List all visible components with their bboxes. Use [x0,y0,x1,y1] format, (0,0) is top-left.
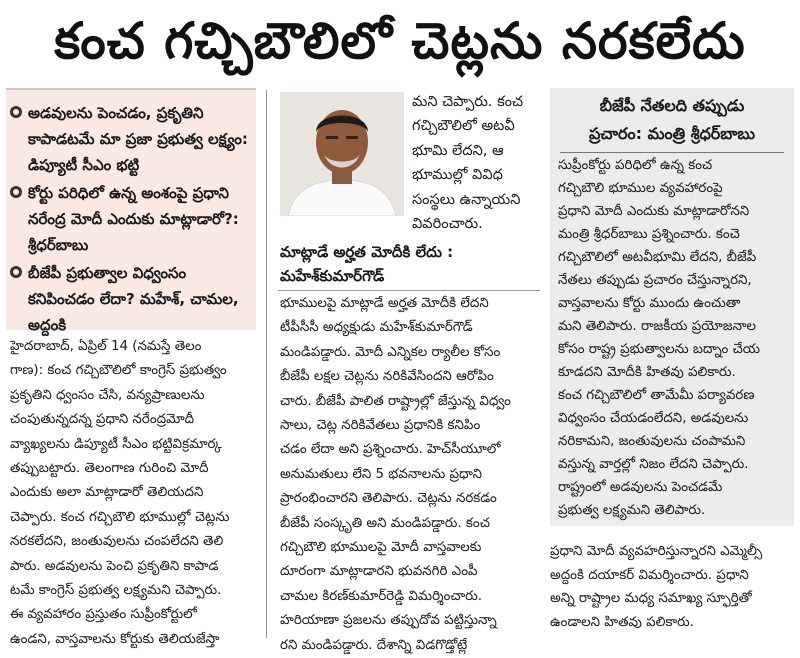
bullet-icon [10,186,22,198]
body-line: గచ్చిబౌలి భూములపై మోదీ వాస్తవాలకు [280,540,482,556]
body-line: చడం లేదా అని ప్రశ్నించారు. హెచ్‌సీయూలో [280,442,501,458]
body-line: టీపీసీసీ అధ్యక్షుడు మహేశ్‌కుమార్‌గౌడ్ [280,320,473,336]
body-line: రని మండిపడ్డారు. దేశాన్ని విడగొడ్తోట్లే [280,637,468,653]
body-line: సంస్థలు ఉన్నాయని [412,191,521,208]
highlight-text: కోర్టు పరిధిలో ఉన్న అంశంపై ప్రధాని నరేంద్ర మోదీ ఎందుకు మాట్లాడారో?: శ్రీధర్‌బాబు [28,184,239,254]
highlight-item [6,92,256,178]
article-column-4-bottom [550,540,796,634]
body-line: చారు. బీజేపీ పాలిత రాష్ట్రాల్లో జేస్తున్న విధ్వం [280,393,511,409]
body-line: ప్రధాని మోదీ వ్యవహరిస్తున్నారని ఎమ్మెల్సీ [550,544,763,559]
body-line: ప్రారంభించారని తెలిపారు. చెట్లను నరకడం [280,491,497,507]
body-line: సుప్రీంకోర్టు పరిధిలో ఉన్న కంచ [558,158,713,173]
body-line: అన్ని రాష్ట్రాల మధ్య సమాఖ్య స్ఫూర్తితో [550,591,752,606]
body-line: మని చెప్పారు. కంచ [412,94,524,110]
subheading-line: మహేశ్‌కుమార్‌గౌడ్ [280,267,385,285]
body-line: చెప్పారు. కంచ గచ్చిబౌలి భూముల్లో చెట్లను [10,509,230,525]
body-line: గాణ): కంచ గచ్చిబౌలిలో కాంగ్రెస్ ప్రభుత్వం [10,363,227,379]
subheading-line: మాట్లాడే అర్హత మోదీకి లేదు : [280,243,454,261]
body-line: ప్రధాని మోదీ ఎందుకు మాట్లాడారోనని [558,204,750,219]
body-line: సాలు, చెట్ల నరికివేతలు ప్రధానికి కనిపిం [280,418,481,434]
subheading-rule [278,290,540,291]
body-line: చామల కిరణ్‌కుమార్‌రెడ్డి విమర్శించారు. [280,588,482,604]
sidebar-title-line: ప్రచారం: మంత్రి శ్రీధర్‌బాబు [589,124,755,143]
body-line: ప్రకృతిని ధ్వంసం చేసి, వన్యప్రాణులను [10,387,205,403]
body-line: వ్యాఖ్యలను డిప్యూటీ సీఎం భట్టివిక్రమార్క [10,436,222,452]
article-column-2-top [412,90,542,236]
body-line: ఉండాలని హితవు పలికారు. [550,614,694,630]
sidebar-title-rule [560,152,784,153]
person-silhouette-icon [280,92,404,216]
body-line: నరికామని, జంతువులను చంపామని [558,434,746,449]
body-line: మని తెలిపారు. రాజకీయ ప్రయోజనాల [558,319,756,334]
body-line: భూముల్లో వివిధ [412,167,503,184]
article-column-1 [10,335,258,652]
body-line: విధ్వంసం చేయడంలేదని, అడవులను [558,411,749,426]
bullet-icon [10,106,22,118]
body-line: అద్దంకి దయాకర్ విమర్శించారు. ప్రధాని [550,567,749,583]
article-column-2 [280,292,542,658]
body-line: తప్పుబట్టారు. తెలంగాణ గురించి మోదీ [10,461,209,477]
highlight-text: బీజేపీ ప్రభుత్వాల విధ్వంసం కనిపించడం లేదా? మహేశ్, చామల, అద్దంకి [28,264,239,334]
body-line: గచ్చిబౌలిలో అటవీ [412,118,515,135]
body-line: ఈ వ్యవహారం ప్రస్తుతం సుప్రీంకోర్టులో [10,607,197,623]
body-line: హరియాణా ప్రజలను తప్పుదోవ పట్టిస్తున్నా [280,613,497,629]
body-line: టమే కాంగ్రెస్ ప్రభుత్వ లక్ష్యమని చెప్పారు. [10,583,222,599]
highlight-item [6,180,256,258]
body-line: చంపుతున్నదన్న ప్రధాని నరేంద్రమోదీ [10,412,195,428]
sidebar-body [558,154,790,522]
body-line: దూరంగా మాట్లాడారని భువనగిరి ఎంపీ [280,564,478,580]
body-line: కంచ గచ్చిబౌలిలో తామేమీ పర్యావరణ [558,388,755,403]
body-line: మండిపడ్డారు. మోదీ ఎన్నికల ర్యాలీల కోసం [280,344,501,360]
body-line: వివరించారు. [412,216,483,233]
body-line: రాష్ట్రంలో అడవులను పెంచడమే [558,480,723,495]
sidebar-title [550,92,794,148]
body-line: గచ్చిబౌలిలో అటవీభూమి లేదని, బీజేపీ [558,250,757,265]
column-divider [266,90,267,638]
body-line: వాస్తవాలను కోర్టు ముందు ఉంచుతా [558,296,741,311]
highlight-item [6,260,256,338]
body-line: మంత్రి శ్రీధర్‌బాబు ప్రశ్నించారు. కంచె [558,227,740,242]
highlights-box [6,88,256,334]
body-line: ఎందుకు అలా మాట్లాడారో తెలియదని [10,485,204,501]
body-line: భూమి లేదని, ఆ [412,142,504,159]
body-line: గచ్చిబౌలి భూముల వ్యవహారంపై [558,181,723,196]
person-photo [280,92,404,216]
body-line: నేతలు తప్పుడు ప్రచారం చేస్తున్నారని, [558,273,752,288]
body-line: పారు. అడవులను పెంచి ప్రకృతిని కాపాడ [10,558,219,574]
body-line: ఉండని, వాస్తవాలను కోర్టుకు తెలియజేస్తా [10,631,220,647]
highlight-text: అడవులను పెంచడం, ప్రకృతిని కాపాడటమే మా ప్రజా ప్రభుత్వ లక్ష్యం: డిప్యూటీ సీఎం భట్టి [28,104,248,174]
sidebar-title-line: బీజేపీ నేతలది తప్పుడు [599,96,745,115]
body-line: హైదరాబాద్, ఏప్రిల్ 14 (నమస్తే తెలం [10,339,202,354]
body-line: కోసం రాష్ట్ర ప్రభుత్వాలను బద్నాం చేయ [558,342,761,357]
body-line: నరకలేదని, జంతువులను చంపలేదని తెలి [10,534,224,550]
headline: కంచ గచ్చిబౌలిలో చెట్లను నరకలేదు [54,12,746,70]
body-line: అనుమతులు లేని 5 భవనాలను ప్రధాని [280,466,482,482]
body-line: వస్తున్న వార్తల్లో నిజం లేదని చెప్పారు. [558,457,749,472]
body-line: బీజేపీ లక్షల చెట్లను నరికివేసిందని ఆరోపిం [280,369,494,385]
body-line: భూములపై మాట్లాడే అర్హత మోదీకి లేదని [280,296,489,311]
bullet-icon [10,266,22,278]
subheading [280,240,540,288]
body-line: కూడదని మోదీకి హితవు పలికారు. [558,365,736,380]
body-line: బీజేపీ సంస్కృతి అని మండిపడ్డారు. కంచ [280,515,490,531]
body-line: ప్రభుత్వ లక్ష్యమని తెలిపారు. [558,503,706,518]
